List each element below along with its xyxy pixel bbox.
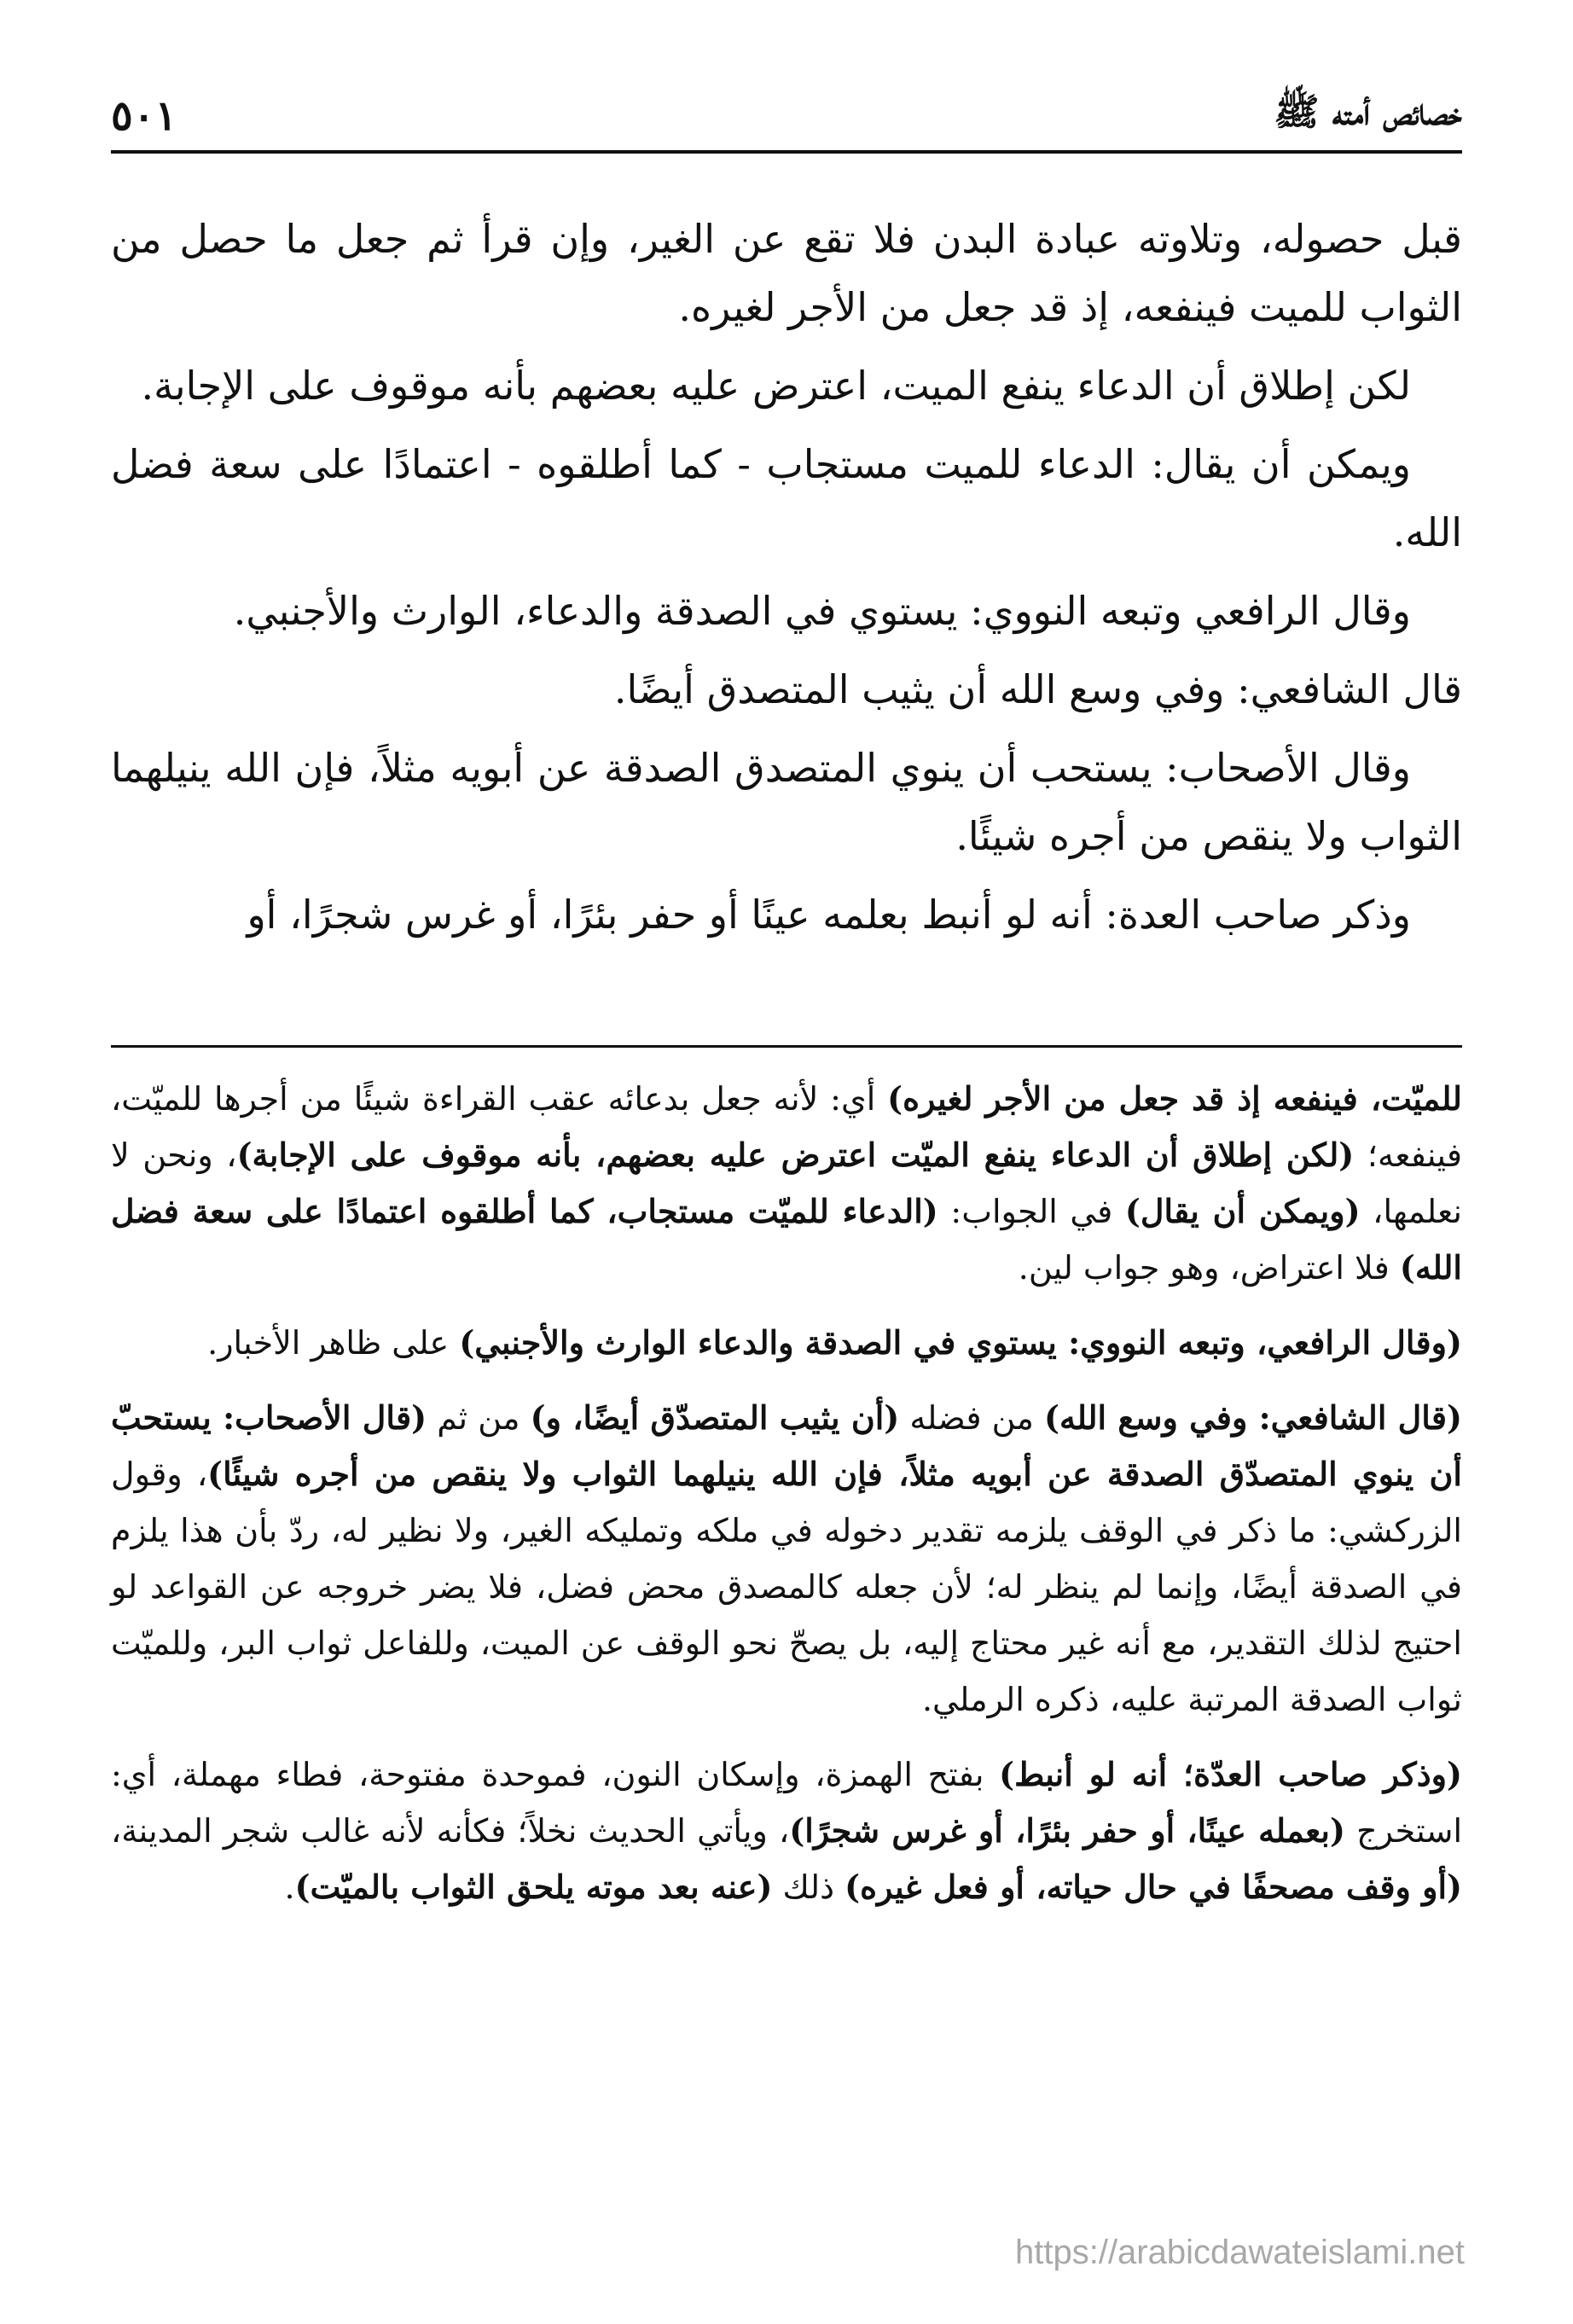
header-rule	[111, 150, 1462, 154]
commentary-quote: (أن يثيب المتصدّق أيضًا، و)	[530, 1398, 900, 1437]
main-paragraph: قال الشافعي: وفي وسع الله أن يثيب المتصدق أيضًا.	[613, 666, 1462, 712]
commentary-quote: (ويمكن أن يقال)	[1124, 1192, 1361, 1230]
main-paragraph: وقال الرافعي وتبعه النووي: يستوي في الصدقة والدعاء، الوارث والأجنبي.	[233, 588, 1411, 634]
commentary-paragraph	[111, 1746, 1462, 1915]
commentary-text: أي: لأنه جعل بدعائه عقب القراءة شيئًا من أجرها للميّت، فينفعه؛	[111, 1080, 1463, 1174]
commentary-text: ذلك	[772, 1868, 845, 1906]
commentary-quote: (الدعاء للميّت مستجاب، كما أطلقوه اعتمادًا على سعة فضل الله)	[111, 1192, 1462, 1287]
commentary-paragraph	[111, 1390, 1462, 1728]
commentary-text: من فضله	[899, 1399, 1045, 1437]
commentary-text: ، ويأتي الحديث نخلاً؛ فكأنه لأنه غالب شجر المدينة،	[111, 1812, 790, 1850]
commentary-quote: (أو وقف مصحفًا في حال حياته، أو فعل غيره)	[845, 1868, 1462, 1906]
commentary-text: .	[284, 1868, 295, 1906]
commentary-quote: (وذكر صاحب العدّة؛ أنه لو أنبط)	[999, 1755, 1463, 1793]
commentary-text: بفتح الهمزة، وإسكان النون، فموحدة مفتوحة، فطاء مهملة، أي: استخرج	[111, 1756, 1463, 1850]
main-paragraph: وذكر صاحب العدة: أنه لو أنبط بعلمه عينًا أو حفر بئرًا، أو غرس شجرًا، أو	[247, 892, 1411, 938]
main-paragraph: لكن إطلاق أن الدعاء ينفع الميت، اعترض عليه بعضهم بأنه موقوف على الإجابة.	[141, 363, 1411, 409]
commentary-quote: (قال الأصحاب: يستحبّ أن ينوي المتصدّق الصدقة عن أبويه مثلاً، فإن الله ينيلهما الثواب ولا ينقص من أجره شيئًا)	[111, 1398, 1462, 1493]
commentary-text: فلا اعتراض، وهو جواب لين.	[1018, 1249, 1400, 1287]
main-paragraph: ويمكن أن يقال: الدعاء للميت مستجاب - كما أطلقوه - اعتمادًا على سعة فضل الله.	[111, 441, 1462, 555]
page-number: ٥٠١	[111, 92, 177, 140]
commentary-paragraph	[111, 1315, 1462, 1371]
commentary-divider	[111, 1045, 1462, 1048]
commentary-text: ، وقول الزركشي: ما ذكر في الوقف يلزمه تقدير دخوله في ملكه وتمليكه الغير، ولا نظير له، ردّ بأن هذا يلزم في الصدقة أيضًا، وإنما لم ينظر له؛ لأن جعله كالمصدق محض فضل، فلا يضر خروجه عن القواعد لو احتيج لذلك التقدير، مع أنه غير محتاج إليه، بل يصحّ نحو الوقف عن الميت، وللفاعل ثواب البر، وللميّت ثواب الصدقة المرتبة عليه، ذكره الرملي.	[111, 1455, 1462, 1718]
commentary-quote: (بعمله عينًا، أو حفر بئرًا، أو غرس شجرًا)	[789, 1811, 1345, 1850]
commentary-quote: (قال الشافعي: وفي وسع الله)	[1044, 1398, 1463, 1437]
commentary-quote: (عنه بعد موته يلحق الثواب بالميّت)	[294, 1868, 773, 1906]
watermark-url: https://arabicdawateislami.net	[1015, 2234, 1465, 2271]
commentary	[111, 1071, 1462, 1934]
main-text	[111, 205, 1462, 959]
commentary-text: ، ونحن لا نعلمها،	[111, 1136, 1462, 1230]
page-header	[111, 82, 1462, 150]
commentary-text: على ظاهر الأخبار.	[207, 1324, 460, 1362]
commentary-text: في الجواب:	[937, 1193, 1125, 1230]
commentary-quote: (لكن إطلاق أن الدعاء ينفع الميّت اعترض عليه بعضهم، بأنه موقوف على الإجابة)	[236, 1136, 1355, 1174]
main-paragraph: وقال الأصحاب: يستحب أن ينوي المتصدق الصدقة عن أبويه مثلاً، فإن الله ينيلهما الثواب ولا ينقص من أجره شيئًا.	[111, 745, 1462, 859]
commentary-paragraph	[111, 1071, 1462, 1296]
running-title: خصائص أمته ﷺ	[1274, 90, 1462, 134]
commentary-quote: للميّت، فينفعه إذ قد جعل من الأجر لغيره)	[887, 1079, 1462, 1118]
commentary-text: من ثم	[427, 1399, 531, 1437]
main-paragraph: قبل حصوله، وتلاوته عبادة البدن فلا تقع عن الغير، وإن قرأ ثم جعل ما حصل من الثواب للميت فينفعه، إذ قد جعل من الأجر لغيره.	[111, 216, 1462, 330]
commentary-quote: (وقال الرافعي، وتبعه النووي: يستوي في الصدقة والدعاء الوارث والأجنبي)	[459, 1323, 1462, 1362]
